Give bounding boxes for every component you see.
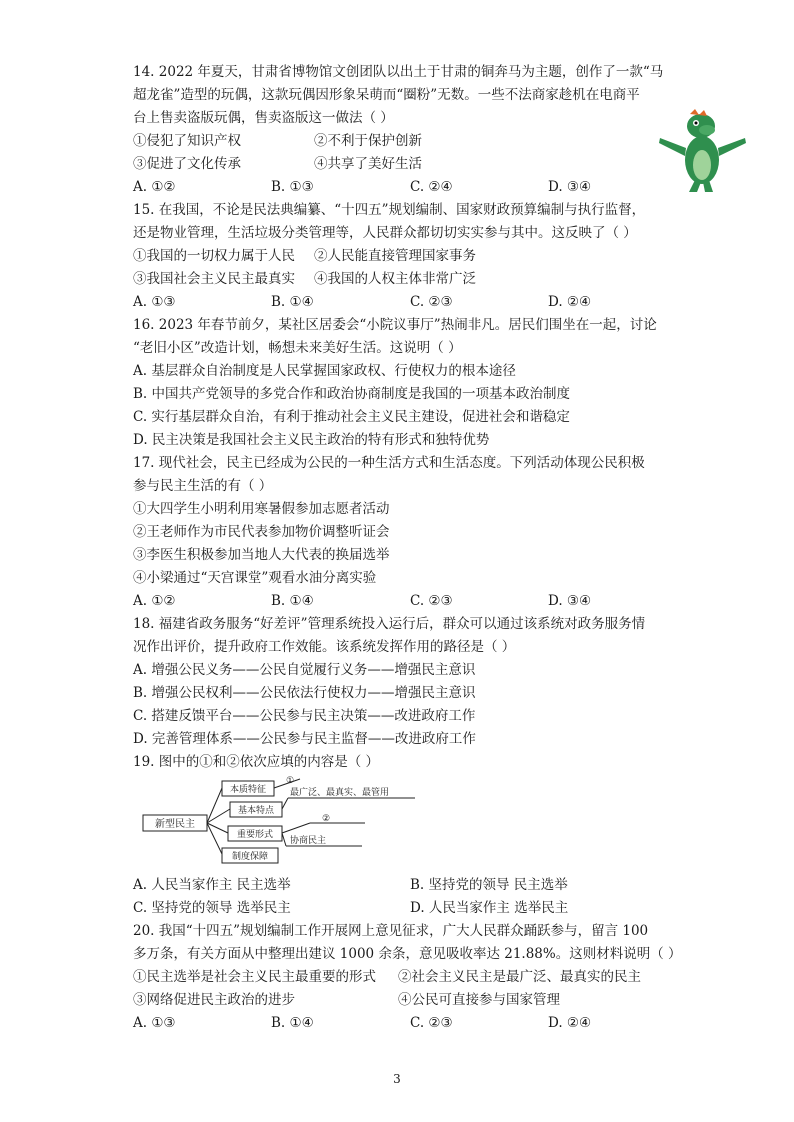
q14-options <box>133 177 653 197</box>
q20-options <box>133 1013 653 1033</box>
diagram-branch-label-1: 本质特征 <box>229 785 267 795</box>
q20-statements-row-1 <box>133 967 653 987</box>
q20-option-a[interactable]: A. ①③ <box>133 1015 176 1031</box>
q14-statements-row-1 <box>133 131 653 151</box>
q15-statements-row-1 <box>133 246 653 266</box>
q19-option-b[interactable]: B. 坚持党的领导 民主选举 <box>410 877 568 893</box>
q14-option-c[interactable]: C. ②④ <box>410 179 453 195</box>
diagram-marker-2: ② <box>322 814 331 824</box>
q19-stem: 19. 图中的①和②依次应填的内容是（ ） <box>133 754 380 770</box>
q20-option-b[interactable]: B. ①④ <box>271 1015 314 1031</box>
q18-option-b[interactable]: B. 增强公民权利——公民依法行使权力——增强民主意识 <box>133 685 476 701</box>
q15-option-b[interactable]: B. ①④ <box>271 294 314 310</box>
q17-option-b[interactable]: B. ①④ <box>271 593 314 609</box>
q19-options-row-2 <box>133 898 653 918</box>
q19-option-d[interactable]: D. 人民当家作主 选举民主 <box>410 900 569 916</box>
q14-stem-line-1: 14. 2022 年夏天，甘肃省博物馆文创团队以出土于甘肃的铜奔马为主题，创作了一款“马 <box>133 64 664 80</box>
q16-option-a[interactable]: A. 基层群众自治制度是人民掌握国家政权、行使权力的根本途径 <box>133 363 516 379</box>
q18-stem-line-2: 况作出评价，提升政府工作效能。该系统发挥作用的路径是（ ） <box>133 639 516 655</box>
diagram-leaf-features: 最广泛、最真实、最管用 <box>290 788 390 798</box>
q20-option-d[interactable]: D. ②④ <box>548 1015 592 1031</box>
q18-option-d[interactable]: D. 完善管理体系——公民参与民主监督——改进政府工作 <box>133 731 476 747</box>
q17-option-d[interactable]: D. ③④ <box>548 593 592 609</box>
q15-option-a[interactable]: A. ①③ <box>133 294 176 310</box>
q15-statement-2: ②人民能直接管理国家事务 <box>314 248 476 264</box>
q16-option-b[interactable]: B. 中国共产党领导的多党合作和政治协商制度是我国的一项基本政治制度 <box>133 386 571 402</box>
q14-option-b[interactable]: B. ①③ <box>271 179 314 195</box>
q20-stem-line-2: 多万条，有关方面从中整理出建议 1000 余条，意见吸收率达 21.88%。这则材料说明（ ） <box>133 946 682 962</box>
q18-option-c[interactable]: C. 搭建反馈平台——公民参与民主决策——改进政府工作 <box>133 708 476 724</box>
page-number: 3 <box>393 1072 401 1086</box>
q14-option-d[interactable]: D. ③④ <box>548 179 592 195</box>
q20-option-c[interactable]: C. ②③ <box>410 1015 453 1031</box>
q17-option-a[interactable]: A. ①② <box>133 593 176 609</box>
diagram-leaf-forms: 协商民主 <box>290 836 327 846</box>
q20-statement-2: ②社会主义民主是最广泛、最真实的民主 <box>398 969 641 985</box>
diagram-branch-label-2: 基本特点 <box>237 806 275 816</box>
q14-statement-2: ②不利于保护创新 <box>314 133 422 149</box>
q16-option-c[interactable]: C. 实行基层群众自治，有利于推动社会主义民主建设，促进社会和谐稳定 <box>133 409 570 425</box>
q15-stem-line-2: 还是物业管理，生活垃圾分类管理等，人民群众都切切实实参与其中。这反映了（ ） <box>133 225 637 241</box>
diagram-branch-label-4: 制度保障 <box>231 852 269 862</box>
q17-stem-line-1: 17. 现代社会，民主已经成为公民的一种生活方式和生活态度。下列活动体现公民积极 <box>133 455 645 471</box>
q15-options <box>133 292 653 312</box>
q17-options <box>133 591 653 611</box>
dragon-mascot-illustration <box>655 108 750 193</box>
q18-option-a[interactable]: A. 增强公民义务——公民自觉履行义务——增强民主意识 <box>133 662 476 678</box>
q15-option-c[interactable]: C. ②③ <box>410 294 453 310</box>
q15-option-d[interactable]: D. ②④ <box>548 294 592 310</box>
q15-stem-line-1: 15. 在我国，不论是民法典编纂、“十四五”规划编制、国家财政预算编制与执行监督， <box>133 202 646 218</box>
q20-statement-3: ③网络促进民主政治的进步 <box>133 992 295 1008</box>
q17-statement-3: ③李医生积极参加当地人大代表的换届选举 <box>133 547 390 563</box>
q15-statement-1: ①我国的一切权力属于人民 <box>133 248 295 264</box>
diagram-branch-label-3: 重要形式 <box>236 830 274 840</box>
q16-stem-line-1: 16. 2023 年春节前夕，某社区居委会“小院议事厅”热闹非凡。居民们围坐在一起，讨论 <box>133 317 657 333</box>
q17-option-c[interactable]: C. ②③ <box>410 593 453 609</box>
q19-option-c[interactable]: C. 坚持党的领导 选举民主 <box>133 900 291 916</box>
diagram-root-label: 新型民主 <box>155 819 195 830</box>
q20-statements-row-2 <box>133 990 653 1010</box>
q14-statement-4: ④共享了美好生活 <box>314 156 422 172</box>
q17-statement-2: ②王老师作为市民代表参加物价调整听证会 <box>133 524 390 540</box>
q17-stem-line-2: 参与民主生活的有（ ） <box>133 478 273 494</box>
q15-statement-4: ④我国的人权主体非常广泛 <box>314 271 476 287</box>
q20-statement-1: ①民主选举是社会主义民主最重要的形式 <box>133 969 376 985</box>
q16-stem-line-2: “老旧小区”改造计划，畅想未来美好生活。这说明（ ） <box>133 340 462 356</box>
diagram-marker-1: ① <box>286 776 295 786</box>
q17-statement-4: ④小梁通过“天宫课堂”观看水油分离实验 <box>133 570 377 586</box>
q18-stem-line-1: 18. 福建省政务服务“好差评”管理系统投入运行后，群众可以通过该系统对政务服务情 <box>133 616 646 632</box>
q19-concept-diagram <box>140 774 430 870</box>
q14-option-a[interactable]: A. ①② <box>133 179 176 195</box>
q17-statement-1: ①大四学生小明利用寒暑假参加志愿者活动 <box>133 501 390 517</box>
q15-statement-3: ③我国社会主义民主最真实 <box>133 271 295 287</box>
q19-option-a[interactable]: A. 人民当家作主 民主选举 <box>133 877 291 893</box>
q20-stem-line-1: 20. 我国“十四五”规划编制工作开展网上意见征求，广大人民群众踊跃参与，留言 100 <box>133 923 649 939</box>
q14-statements-row-2 <box>133 154 653 174</box>
q16-option-d[interactable]: D. 民主决策是我国社会主义民主政治的特有形式和独特优势 <box>133 432 490 448</box>
q20-statement-4: ④公民可直接参与国家管理 <box>398 992 560 1008</box>
q14-statement-1: ①侵犯了知识产权 <box>133 133 241 149</box>
q19-options-row-1 <box>133 875 653 895</box>
q14-stem-line-2: 超龙雀”造型的玩偶，这款玩偶因形象呆萌而“圈粉”无数。一些不法商家趁机在电商平 <box>133 87 640 103</box>
q15-statements-row-2 <box>133 269 653 289</box>
q14-stem-line-3: 台上售卖盗版玩偶，售卖盗版这一做法（ ） <box>133 110 394 126</box>
q14-statement-3: ③促进了文化传承 <box>133 156 241 172</box>
